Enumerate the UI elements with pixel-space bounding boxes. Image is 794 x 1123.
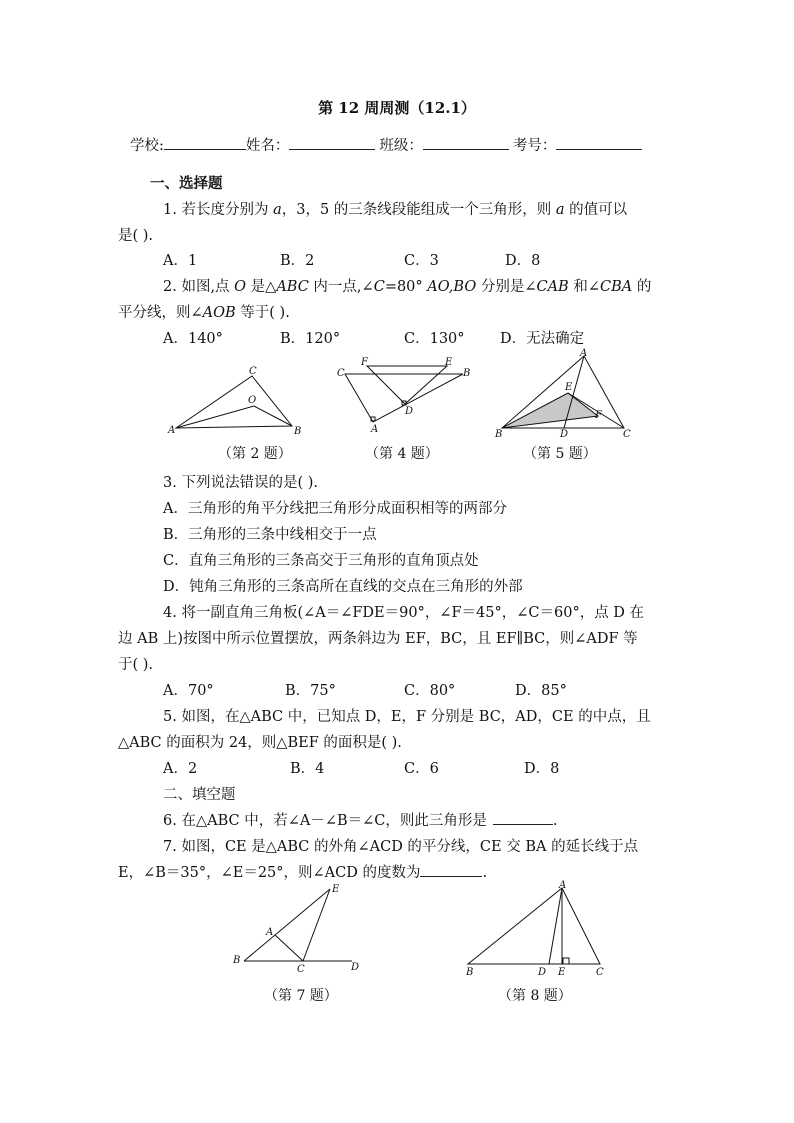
- class-blank[interactable]: [423, 135, 509, 150]
- section-fill-heading: 二、填空题: [163, 787, 236, 803]
- q5-option-b: B．4: [290, 761, 325, 777]
- fig7-label-b: B: [233, 955, 241, 966]
- q1-line1: 1. 若长度分别为 a，3，5 的三条线段能组成一个三角形，则 a 的值可以: [163, 202, 628, 218]
- q7-line2: E，∠B＝35°，∠E＝25°，则∠ACD 的度数为 .: [118, 861, 487, 882]
- name-label: 姓名：: [245, 138, 290, 154]
- fig5-caption: （第 5 题）: [523, 446, 597, 462]
- fig4-caption: （第 4 题）: [365, 446, 439, 462]
- q2-option-a: A．140°: [163, 331, 223, 347]
- fig7-caption: （第 7 题）: [264, 988, 338, 1004]
- fig5-label-a: A: [580, 348, 588, 359]
- fig5-label-d: D: [560, 429, 569, 440]
- exam-no-blank[interactable]: [556, 135, 642, 150]
- name-blank[interactable]: [289, 135, 375, 150]
- q1-option-d: D．8: [505, 253, 541, 269]
- fig2-bisectors-ao-bo: [176, 406, 292, 428]
- fig7-label-a: A: [266, 927, 274, 938]
- q5-line2: △ABC 的面积为 24，则△BEF 的面积是( ).: [118, 735, 402, 751]
- q1-option-a: A．1: [163, 253, 198, 269]
- fig7-segment-ac: [275, 935, 303, 961]
- q4-line1: 4. 将一副直角三角板(∠A＝∠FDE＝90°，∠F＝45°，∠C＝60°，点 D 在: [163, 605, 645, 621]
- q6-answer-blank[interactable]: [493, 810, 553, 825]
- fig7-line-be: [244, 889, 330, 961]
- q4-line2: 边 AB 上)按图中所示位置摆放，两条斜边为 EF，BC，且 EF∥BC，则∠ADF 等: [118, 631, 638, 647]
- q2-option-b: B．120°: [280, 331, 341, 347]
- fig5-shaded-bef: [502, 393, 598, 428]
- fig5-label-e: E: [565, 382, 573, 393]
- q2-line2: 平分线，则∠AOB 等于( ).: [118, 305, 290, 321]
- figure-7: [230, 882, 370, 977]
- section-choice-heading: 一、选择题: [150, 175, 223, 192]
- fig4-triangle-abc: [345, 374, 463, 422]
- fig7-label-e: E: [332, 884, 340, 895]
- fig5-label-b: B: [495, 429, 503, 440]
- fig4-label-b: B: [463, 368, 471, 379]
- fig8-label-c: C: [596, 967, 604, 978]
- fig8-label-b: B: [466, 967, 474, 978]
- fig7-label-c: C: [297, 964, 305, 975]
- q2-option-d: D．无法确定: [500, 331, 585, 347]
- q3-option-b: B．三角形的三条中线相交于一点: [163, 527, 377, 543]
- fig5-label-c: C: [623, 429, 631, 440]
- fig8-segment-ad: [549, 888, 562, 964]
- fig2-caption: （第 2 题）: [218, 446, 292, 462]
- info-row: [130, 134, 642, 155]
- fig2-label-o: O: [248, 395, 257, 406]
- q4-line3: 于( ).: [118, 657, 154, 673]
- q1-option-c: C．3: [404, 253, 439, 269]
- q3-option-a: A．三角形的角平分线把三角形分成面积相等的两部分: [163, 501, 507, 517]
- q5-option-d: D．8: [524, 761, 560, 777]
- q5-line1: 5. 如图，在△ABC 中，已知点 D，E，F 分别是 BC，AD，CE 的中点，且: [163, 709, 651, 725]
- school-label: 学校:: [130, 138, 164, 154]
- q3-option-c: C．直角三角形的三条高交于三角形的直角顶点处: [163, 553, 479, 569]
- figure-2: [168, 362, 308, 442]
- q6-line: 6. 在△ABC 中，若∠A－∠B＝∠C，则此三角形是 .: [163, 809, 557, 830]
- fig8-label-d: D: [538, 967, 547, 978]
- fig5-label-f: F: [595, 410, 602, 421]
- class-label: 班级：: [379, 138, 423, 154]
- fig2-triangle-abc: [176, 376, 292, 428]
- fig8-caption: （第 8 题）: [498, 988, 572, 1004]
- fig4-label-f: F: [361, 357, 368, 368]
- q1-line2: 是( ).: [118, 228, 154, 244]
- q5-option-a: A．2: [163, 761, 198, 777]
- fig4-label-c: C: [337, 368, 345, 379]
- q7-line1: 7. 如图，CE 是△ABC 的外角∠ACD 的平分线，CE 交 BA 的延长线于点: [163, 839, 639, 855]
- q4-option-a: A．70°: [163, 683, 214, 699]
- fig8-label-e: E: [558, 967, 566, 978]
- fig7-label-d: D: [351, 962, 360, 973]
- q3-stem: 3. 下列说法错误的是( ).: [163, 475, 318, 491]
- q1-option-b: B．2: [280, 253, 315, 269]
- page-title: 第 12 周周测（12.1）: [318, 99, 476, 117]
- fig2-label-a: A: [168, 425, 176, 436]
- q3-option-d: D．钝角三角形的三条高所在直线的交点在三角形的外部: [163, 579, 523, 595]
- exam-no-label: 考号：: [512, 138, 557, 154]
- q2-option-c: C．130°: [404, 331, 465, 347]
- fig4-label-d: D: [405, 406, 414, 417]
- fig8-label-a: A: [559, 880, 567, 891]
- fig4-label-e: E: [445, 357, 453, 368]
- q5-option-c: C．6: [404, 761, 439, 777]
- q4-option-c: C．80°: [404, 683, 456, 699]
- q7-answer-blank[interactable]: [420, 862, 482, 877]
- fig2-label-c: C: [249, 366, 257, 377]
- fig2-label-b: B: [294, 426, 302, 437]
- fig8-right-angle: [563, 958, 569, 964]
- fig4-triangle-def: [367, 366, 447, 404]
- figure-8: [462, 880, 612, 980]
- fig4-label-a: A: [371, 424, 379, 435]
- figure-5: [494, 350, 634, 438]
- school-blank[interactable]: [164, 135, 246, 150]
- fig8-triangle-abc: [468, 888, 600, 964]
- q4-option-d: D．85°: [515, 683, 567, 699]
- q2-line1: 2. 如图,点 O 是△ABC 内一点,∠C=80° AO,BO 分别是∠CAB 和∠CBA 的: [163, 279, 652, 295]
- q4-option-b: B．75°: [285, 683, 336, 699]
- figure-4: [335, 356, 475, 436]
